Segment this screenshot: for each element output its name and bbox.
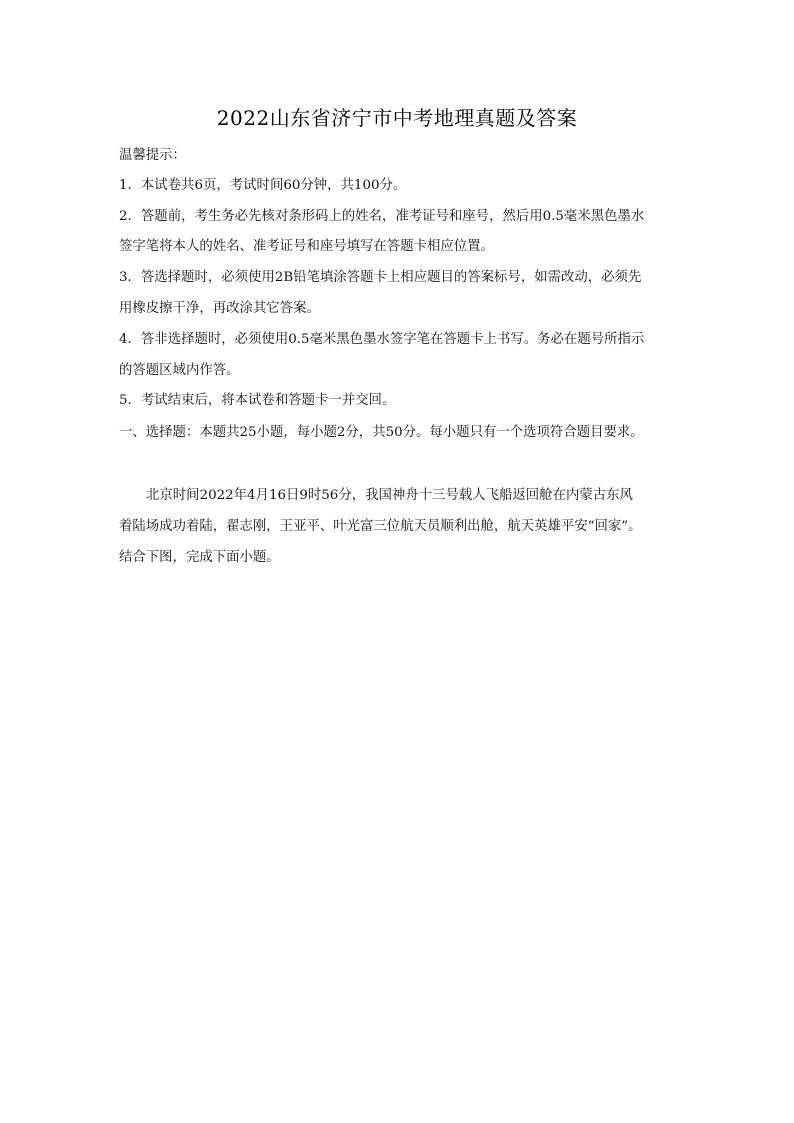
notice-line-4: 3．答选择题时，必须使用2B铅笔填涂答题卡上相应题目的答案标号，如需改动，必须先 (119, 270, 642, 285)
notice-line-6: 4．答非选择题时，必须使用0.5毫米黑色墨水签字笔在答题卡上书写。务必在题号所指示 (119, 332, 645, 347)
notice-heading: 温馨提示： (119, 148, 186, 163)
section-heading: 一、选择题：本题共25小题，每小题2分，共50分。每小题只有一个选项符合题目要求。 (119, 425, 644, 440)
notice-line-8: 5．考试结束后，将本试卷和答题卡一并交回。 (119, 393, 396, 408)
notice-line-1: 1．本试卷共6页，考试时间60分钟，共100分。 (119, 178, 407, 193)
notice-line-3: 签字笔将本人的姓名、准考证号和座号填写在答题卡相应位置。 (119, 239, 494, 254)
notice-line-7: 的答题区域内作答。 (119, 363, 240, 378)
notice-line-5: 用橡皮擦干净，再改涂其它答案。 (119, 301, 320, 316)
page-title: 2022山东省济宁市中考地理真题及答案 (216, 106, 578, 130)
notice-line-2: 2．答题前，考生务必先核对条形码上的姓名，准考证号和座号，然后用0.5毫米黑色墨水 (119, 209, 645, 224)
passage-line-2: 着陆场成功着陆，翟志刚，王亚平、叶光富三位航天员顺利出舱，航天英雄平安“回家”。 (119, 519, 642, 534)
passage-line-3: 结合下图，完成下面小题。 (119, 550, 280, 565)
passage-line-1: 北京时间2022年4月16日9时56分，我国神舟十三号载人飞船返回舱在内蒙古东风 (146, 488, 633, 503)
